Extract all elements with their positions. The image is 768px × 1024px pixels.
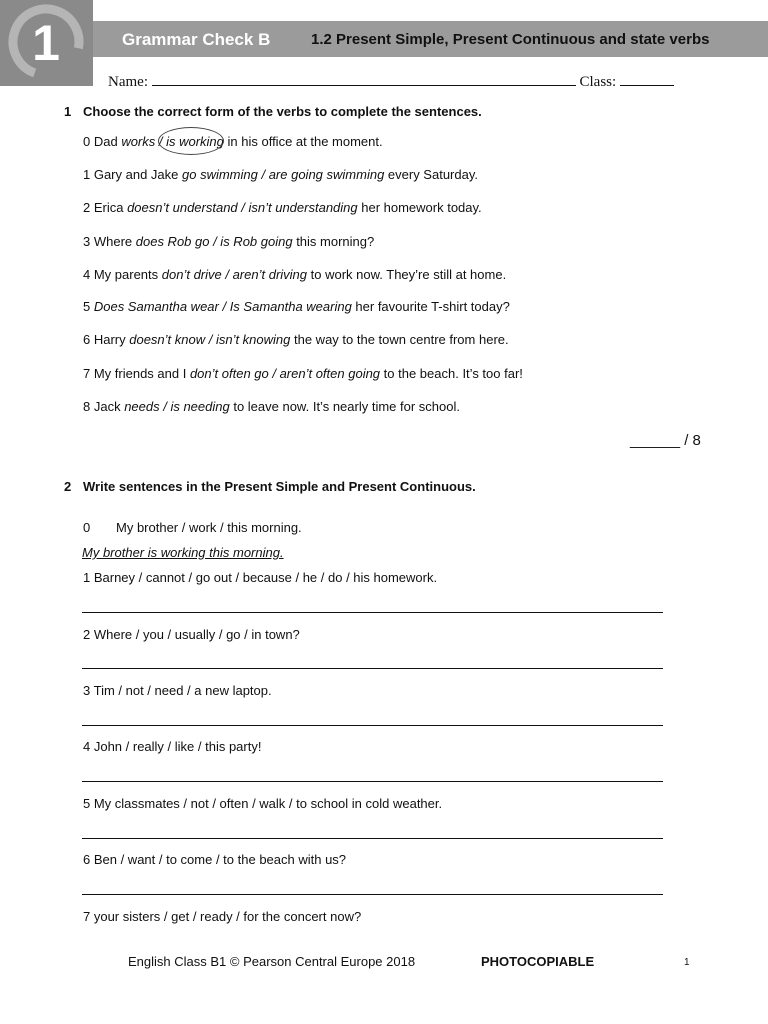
section-2-instruction: Write sentences in the Present Simple and Present Continuous. [83, 479, 476, 494]
footer-copyright: English Class B1 © Pearson Central Europe 2018 [128, 954, 416, 969]
s2-example-answer: My brother is working this morning. [82, 545, 284, 560]
s1-item: 5 Does Samantha wear / Is Samantha wearing her favourite T-shirt today? [83, 299, 510, 314]
section-1-instruction: Choose the correct form of the verbs to complete the sentences. [83, 104, 482, 119]
class-label: Class: [579, 74, 617, 90]
s2-item: 6 Ben / want / to come / to the beach with us? [83, 852, 347, 867]
s2-item: 2 Where / you / usually / go / in town? [83, 627, 300, 642]
s1-item: 0 Dad works / is working in his office at the moment. [83, 134, 383, 149]
unit-number-badge-icon [0, 0, 93, 86]
page-number: 1 [684, 957, 690, 968]
s2-example-number: 0 [83, 520, 91, 535]
answer-line[interactable] [82, 725, 663, 726]
s1-item: 4 My parents don’t drive / aren’t driving to work now. They’re still at home. [83, 267, 507, 282]
unit-number: 1 [32, 15, 60, 71]
s2-item: 7 your sisters / get / ready / for the concert now? [83, 909, 362, 924]
class-field[interactable] [620, 71, 674, 86]
s1-item: 2 Erica doesn’t understand / isn’t understanding her homework today. [83, 200, 482, 215]
s2-example-prompt: My brother / work / this morning. [116, 520, 302, 535]
unit-logo [0, 0, 93, 86]
s1-item: 7 My friends and I don’t often go / aren’t often going to the beach. It’s too far! [83, 366, 523, 381]
page-subtitle: 1.2 Present Simple, Present Continuous and state verbs [311, 31, 710, 48]
answer-line[interactable] [82, 668, 663, 669]
answer-circle-mark [158, 127, 224, 155]
s2-item: 3 Tim / not / need / a new laptop. [83, 683, 272, 698]
s2-item: 1 Barney / cannot / go out / because / he / do / his homework. [83, 570, 438, 585]
s1-item: 1 Gary and Jake go swimming / are going swimming every Saturday. [83, 167, 478, 182]
answer-line[interactable] [82, 612, 663, 613]
s1-item: 3 Where does Rob go / is Rob going this morning? [83, 234, 375, 249]
footer-photocopiable: PHOTOCOPIABLE [481, 954, 595, 969]
name-field[interactable] [152, 71, 576, 86]
s1-item: 8 Jack needs / is needing to leave now. It’s nearly time for school. [83, 399, 460, 414]
section-1-score: ______ / 8 [630, 432, 701, 449]
name-label: Name: [108, 74, 148, 90]
answer-line[interactable] [82, 781, 663, 782]
answer-line[interactable] [82, 838, 663, 839]
s1-item: 6 Harry doesn’t know / isn’t knowing the way to the town centre from here. [83, 332, 509, 347]
section-1-number: 1 [64, 104, 72, 119]
s2-item: 5 My classmates / not / often / walk / to school in cold weather. [83, 796, 443, 811]
page-title: Grammar Check B [122, 30, 271, 49]
answer-line[interactable] [82, 894, 663, 895]
s2-item: 4 John / really / like / this party! [83, 739, 262, 754]
section-2-number: 2 [64, 479, 72, 494]
name-class-row [108, 71, 674, 91]
